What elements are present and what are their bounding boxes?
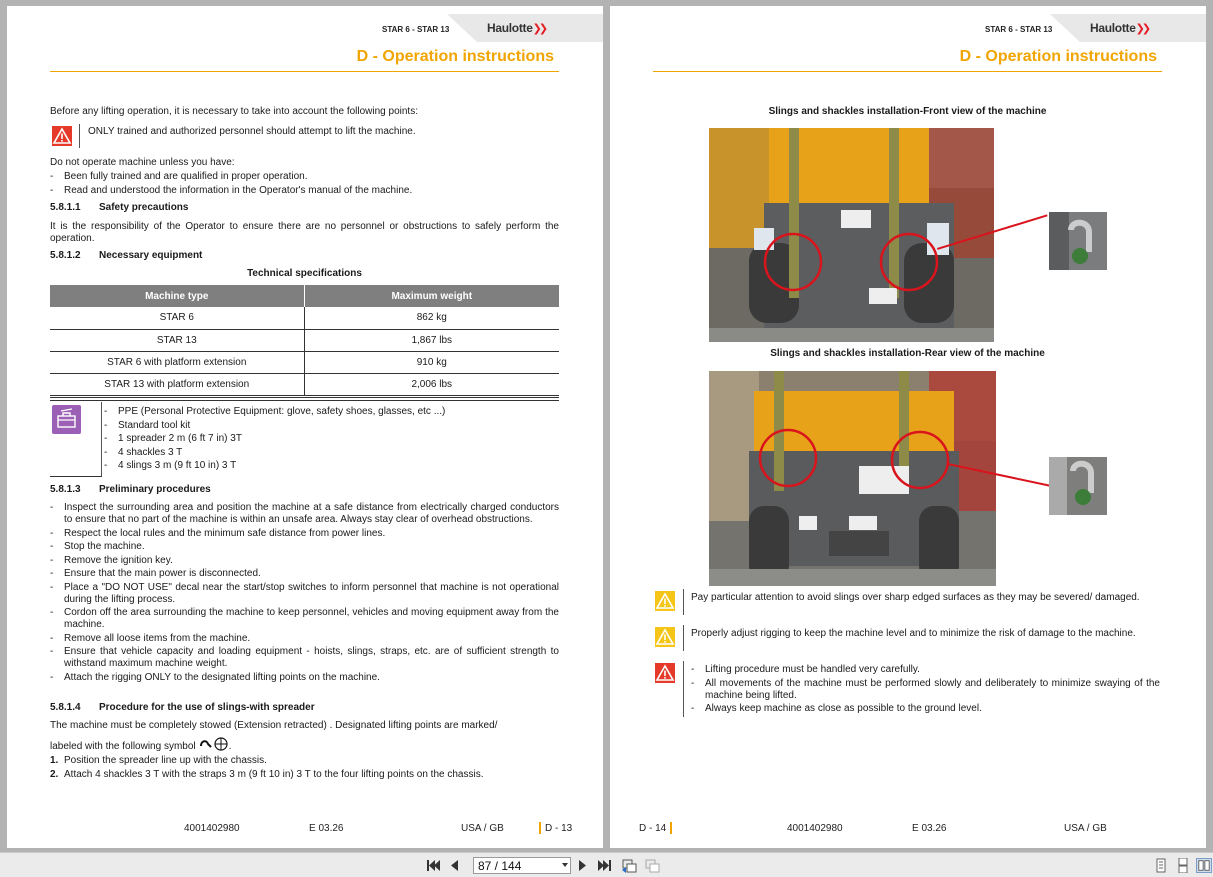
- list-item: - Read and understood the information in the Operator's manual of the machine.: [50, 184, 413, 196]
- table-row: [50, 351, 559, 373]
- cell: STAR 6: [50, 307, 304, 329]
- step-item: 2. Attach 4 shackles 3 T with the straps 3 m (9 ft 10 in) 3 T to the four lifting points on the chassis.: [50, 768, 484, 780]
- caution-sharp-edges-text: Pay particular attention to avoid slings over sharp edged surfaces as they may be severed/ damaged.: [691, 592, 1140, 603]
- front-view-photo: [709, 128, 994, 342]
- steps-list: [50, 755, 559, 782]
- page-d14: [610, 6, 1206, 848]
- divider: [79, 124, 80, 148]
- footer-page-bar: [670, 822, 672, 834]
- heading-safety: Safety precautions: [99, 202, 189, 213]
- list-item: - Attach the rigging ONLY to the designated lifting points on the machine.: [50, 671, 380, 683]
- caption-rear-view: Slings and shackles installation-Rear view of the machine: [770, 348, 1045, 359]
- front-shackle-detail-photo: [1049, 212, 1107, 270]
- caution-rigging-text: Properly adjust rigging to keep the machine level and to minimize the risk of damage to the machine.: [691, 628, 1136, 639]
- table-row: [50, 307, 559, 329]
- single-page-view-icon[interactable]: [1154, 858, 1168, 873]
- page-d13: [7, 6, 603, 848]
- footer-part-number: 4001402980: [184, 823, 240, 834]
- prelim-list: [50, 502, 559, 685]
- last-page-button[interactable]: [597, 858, 613, 873]
- list-item: - Ensure that vehicle capacity and loading equipment - hoists, slings, straps, etc. are of sufficient strength to withstand maximum machine weight.: [50, 646, 559, 669]
- page-dropdown-chevron-icon[interactable]: [562, 863, 568, 867]
- heading-equipment: Necessary equipment: [99, 250, 203, 261]
- list-item: - Remove all loose items from the machine.: [50, 632, 251, 644]
- list-item: - Been fully trained and are qualified in proper operation.: [50, 171, 308, 182]
- section-title: D - Operation instructions: [356, 48, 554, 65]
- equipment-toolbox-icon: [52, 405, 81, 434]
- footer-page-bar: [539, 822, 541, 834]
- header-model: STAR 6 - STAR 13: [382, 25, 450, 34]
- heading-safety-number: 5.8.1.1: [50, 202, 81, 213]
- footer-page-number: D - 14: [639, 823, 667, 834]
- previous-page-button[interactable]: [448, 858, 460, 873]
- trained-warning-text: ONLY trained and authorized personnel should attempt to lift the machine.: [88, 126, 416, 137]
- cell: 910 kg: [304, 351, 559, 373]
- two-page-view-icon[interactable]: [1196, 858, 1212, 873]
- caution-icon: [655, 627, 675, 647]
- heading-proc: Procedure for the use of slings-with spreader: [99, 702, 315, 713]
- list-item: - 4 shackles 3 T: [104, 446, 183, 458]
- danger-warning-icon: [52, 126, 72, 146]
- list-item: - All movements of the machine must be performed slowly and deliberately to minimize swaying of the machine being lifted.: [691, 677, 1160, 701]
- title-rule: [653, 71, 1162, 72]
- previous-view-button[interactable]: [621, 858, 637, 873]
- list-item: - Standard tool kit: [104, 419, 191, 431]
- footer-part-number: 4001402980: [787, 823, 843, 834]
- caution-icon: [655, 591, 675, 611]
- proc-text-line2: labeled with the following symbol .: [50, 737, 231, 753]
- section-title: D - Operation instructions: [959, 48, 1157, 65]
- danger-list: [691, 664, 1160, 717]
- heading-proc-number: 5.8.1.4: [50, 702, 81, 713]
- list-item: - 1 spreader 2 m (6 ft 7 in) 3T: [104, 433, 242, 445]
- rear-shackle-detail-photo: [1049, 457, 1107, 515]
- heading-prelim-number: 5.8.1.3: [50, 484, 81, 495]
- viewer-toolbar: [0, 852, 1213, 877]
- danger-warning-icon: [655, 663, 675, 683]
- title-rule: [50, 71, 559, 72]
- first-page-button[interactable]: [425, 858, 441, 873]
- intro-text: Before any lifting operation, it is necessary to take into account the following points:: [50, 106, 418, 117]
- next-page-button[interactable]: [577, 858, 589, 873]
- divider: [683, 661, 684, 717]
- footer-region: USA / GB: [461, 823, 504, 834]
- list-item: - Always keep machine as close as possible to the ground level.: [691, 703, 982, 714]
- cell: 1,867 lbs: [304, 329, 559, 351]
- footer-edition: E 03.26: [912, 823, 947, 834]
- caption-front-view: Slings and shackles installation-Front view of the machine: [768, 106, 1047, 117]
- list-item: - Cordon off the area surrounding the machine to keep personnel, vehicles and moving equipment away from the machine.: [50, 607, 559, 630]
- step-item: 1. Position the spreader line up with the chassis.: [50, 755, 267, 766]
- cell: STAR 6 with platform extension: [50, 351, 304, 373]
- logo-chevrons-icon: ❯❯: [1135, 23, 1149, 35]
- ppe-bottom-rule: [50, 476, 102, 477]
- divider: [683, 589, 684, 615]
- list-item: - Stop the machine.: [50, 541, 145, 552]
- col-max-weight: Maximum weight: [304, 285, 559, 307]
- header-model: STAR 6 - STAR 13: [985, 25, 1053, 34]
- cell: STAR 13 with platform extension: [50, 373, 304, 395]
- ppe-list: [104, 406, 554, 474]
- ppe-top-rule: [50, 397, 559, 398]
- page-number-input[interactable]: [473, 857, 571, 874]
- list-item: - Lifting procedure must be handled very carefully.: [691, 664, 920, 675]
- list-item: - Ensure that the main power is disconnected.: [50, 568, 261, 579]
- haulotte-logo: Haulotte❯❯: [1090, 21, 1149, 35]
- next-view-button[interactable]: [644, 858, 660, 873]
- divider: [683, 625, 684, 651]
- list-item: - Respect the local rules and the minimum safe distance from power lines.: [50, 527, 386, 539]
- proc-text-line1: The machine must be completely stowed (Extension retracted) . Designated lifting points are marked/: [50, 720, 498, 731]
- cell: 862 kg: [304, 307, 559, 329]
- footer-page-number: D - 13: [545, 823, 573, 834]
- heading-prelim: Preliminary procedures: [99, 484, 211, 495]
- heading-equipment-number: 5.8.1.2: [50, 250, 81, 261]
- rear-view-photo: [709, 371, 996, 586]
- cell: STAR 13: [50, 329, 304, 351]
- continuous-view-icon[interactable]: [1176, 858, 1190, 873]
- table-row: [50, 329, 559, 351]
- haulotte-logo: Haulotte❯❯: [487, 21, 546, 35]
- spec-table: [50, 285, 559, 396]
- do-not-operate-text: Do not operate machine unless you have:: [50, 157, 235, 168]
- divider: [101, 402, 102, 476]
- list-item: - Inspect the surrounding area and position the machine at a safe distance from electrically charged conductors to ensure that no part of the machine is within an unsafe area. Always stay clear of overhead obstructions.: [50, 502, 559, 525]
- footer-region: USA / GB: [1064, 823, 1107, 834]
- list-item: - 4 slings 3 m (9 ft 10 in) 3 T: [104, 460, 237, 472]
- table-header-row: [50, 285, 559, 307]
- list-item: - Place a "DO NOT USE" decal near the start/stop switches to inform personnel that machine is not operational during the lifting process.: [50, 581, 559, 605]
- ppe-top-rule-2: [50, 400, 559, 401]
- footer-edition: E 03.26: [309, 823, 344, 834]
- col-machine-type: Machine type: [50, 285, 304, 307]
- logo-chevrons-icon: ❯❯: [532, 23, 546, 35]
- list-item: - PPE (Personal Protective Equipment: glove, safety shoes, glasses, etc ...): [104, 406, 446, 417]
- table-row: [50, 373, 559, 395]
- safety-text: It is the responsibility of the Operator to ensure there are no personnel or obstructions to safely perform the operation.: [50, 221, 559, 244]
- table-title: Technical specifications: [247, 268, 362, 279]
- list-item: - Remove the ignition key.: [50, 554, 173, 566]
- do-not-operate-list: [50, 171, 559, 198]
- cell: 2,006 lbs: [304, 373, 559, 395]
- lifting-point-symbol-icon: [199, 737, 229, 752]
